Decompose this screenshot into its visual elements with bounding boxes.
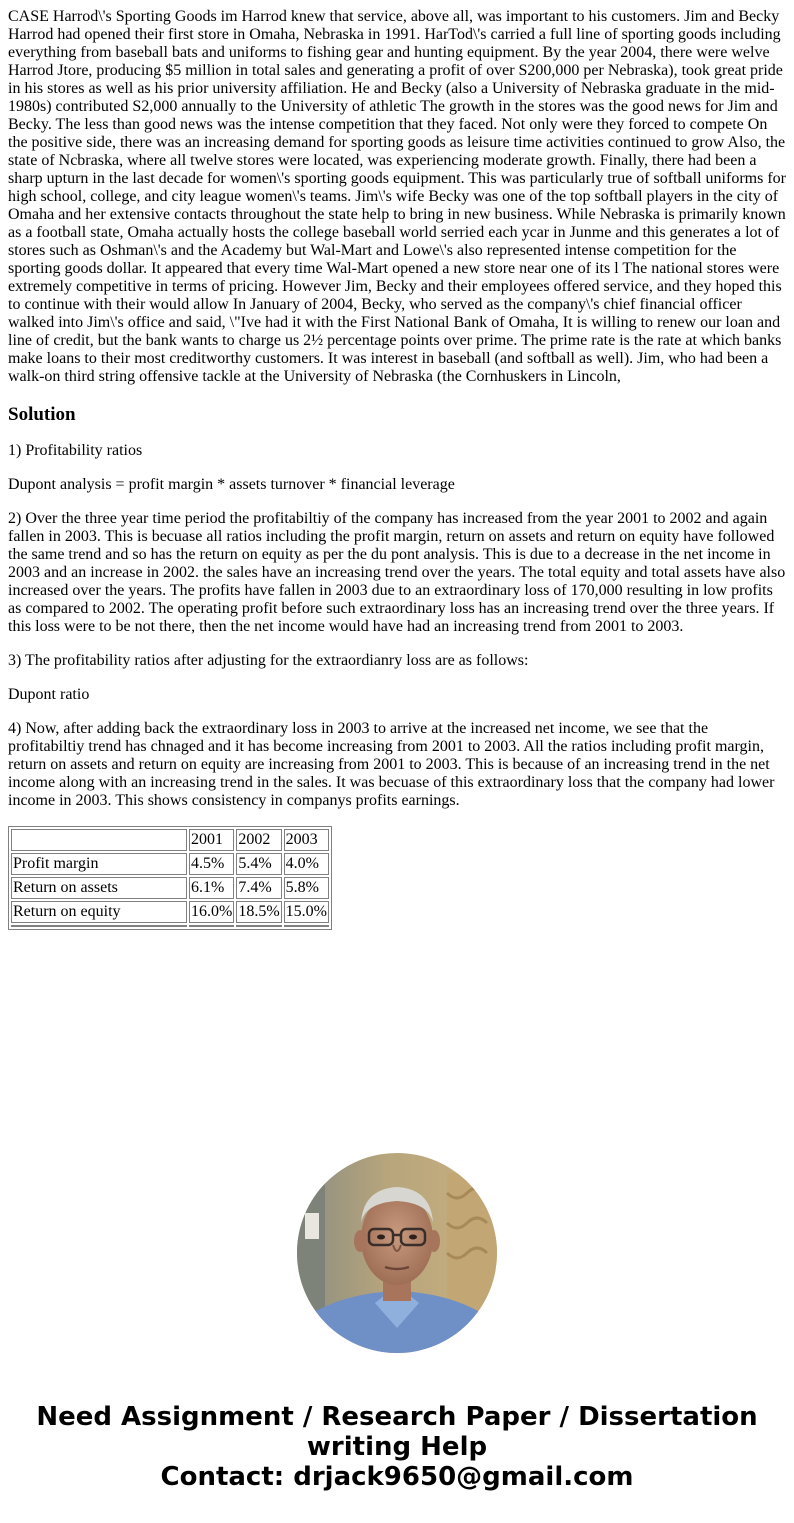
table-cell: 7.4% xyxy=(236,877,281,899)
table-empty-cell xyxy=(189,925,234,927)
table-row xyxy=(11,853,329,875)
solution-paragraph-6: 4) Now, after adding back the extraordinary loss in 2003 to arrive at the increased net income, we see that the profitabiltiy trend has chnaged and it has become increasing from 2001 to 2003. All the ratios including profit margin, return on assets and return on equity are increasing from 2001 to 2003. This is because of an increasing trend in the net income along with an increasing trend in the sales. It was becuase of this extraordinary loss that the company had lower income in 2003. This shows consistency in companys profits earnings. xyxy=(8,720,775,809)
table-header-cell: 2003 xyxy=(284,829,329,851)
ratios-table xyxy=(8,826,332,930)
table-empty-row xyxy=(11,925,329,927)
table-empty-cell xyxy=(236,925,281,927)
solution-paragraph-4: 3) The profitability ratios after adjusting for the extraordianry loss are as follows: xyxy=(8,652,529,669)
banner-line-2: writing Help xyxy=(306,1432,488,1462)
table-row xyxy=(11,877,329,899)
table-header-cell: 2001 xyxy=(189,829,234,851)
table-empty-cell xyxy=(284,925,329,927)
case-study-text: CASE Harrod\'s Sporting Goods im Harrod knew that service, above all, was important to his customers. Jim and Becky Harrod had opened their first store in Omaha, Nebraska in 1991. HarTod\'s carried a full line of sporting goods including everything from baseball bats and uniforms to fishing gear and hunting equipment. By the year 2004, there were welve Harrod Jtore, producing $5 million in total sales and generating a profit of over S200,000 per Nebraska), took great pride in his stores as well as his prior university affiliation. He and Becky (also a University of Nebraska graduate in the mid-1980s) contributed S2,000 annually to the University of athletic The growth in the stores was the good news for Jim and Becky. The less than good news was the intense competition that they faced. Not only were they forced to compete On the positive side, there was an increasing demand for sporting goods as leisure time activities continued to grow Also, the state of Ncbraska, where all twelve stores were located, was experiencing moderate growth. Finally, there had been a sharp upturn in the last decade for women\'s sporting goods equipment. This was particularly true of softball uniforms for high school, college, and city league women\'s teams. Jim\'s wife Becky was one of the top softball players in the city of Omaha and her extensive contacts throughout the state help to bring in new business. While Nebraska is primarily known as a football state, Omaha actually hosts the college baseball world serried each ycar in Junme and this generates a lot of stores such as Oshman\'s and the Academy but Wal-Mart and Lowe\'s also represented intense competition for the sporting goods dollar. It appeared that every time Wal-Mart opened a new store near one of its l The national stores were extremely competitive in terms of pricing. However Jim, Becky and their employees offered service, and they hoped this to continue with their would allow In January of 2004, Becky, who served as the company\'s chief financial officer walked into Jim\'s office and said, \"Ive had it with the First National Bank of Omaha, It is willing to renew our loan and line of credit, but the bank wants to charge us 2½ percentage points over prime. The prime rate is the rate at which banks make loans to their most creditworthy customers. It was interest in baseball (and softball as well). Jim, who had been a walk-on third string offensive tackle at the University of Nebraska (the Cornhuskers in Lincoln, xyxy=(8,8,786,385)
author-avatar xyxy=(297,1153,497,1353)
solution-paragraph-2: Dupont analysis = profit margin * assets turnover * financial leverage xyxy=(8,476,455,493)
table-row xyxy=(11,901,329,923)
document-body xyxy=(8,8,786,930)
table-cell-label: Return on assets xyxy=(11,877,187,899)
contact-banner xyxy=(0,1402,794,1492)
table-cell: 4.5% xyxy=(189,853,234,875)
table-cell: 6.1% xyxy=(189,877,234,899)
author-portrait-image xyxy=(297,1153,497,1353)
solution-paragraph-5: Dupont ratio xyxy=(8,686,90,703)
solution-paragraph-1: 1) Profitability ratios xyxy=(8,442,143,459)
table-header-cell xyxy=(11,829,187,851)
table-cell: 4.0% xyxy=(284,853,329,875)
table-cell: 18.5% xyxy=(236,901,281,923)
table-header-cell: 2002 xyxy=(236,829,281,851)
table-cell: 16.0% xyxy=(189,901,234,923)
table-cell-label: Return on equity xyxy=(11,901,187,923)
solution-paragraph-3: 2) Over the three year time period the profitabiltiy of the company has increased from the year 2001 to 2002 and again fallen in 2003. This is becuase all ratios including the profit margin, return on assets and return on equity have followed the same trend and so has the return on equity as per the du pont analysis. This is due to a decrease in the net income in 2003 and an increase in 2002. the sales have an increasing trend over the years. The total equity and total assets have also increased over the years. The profits have fallen in 2003 due to an extraordinary loss of 170,000 resulting in low profits as compared to 2002. The operating profit before such extraordinary loss has an increasing trend over the three years. If this loss were to be not there, then the net income would have had an increasing trend from 2001 to 2003. xyxy=(8,510,786,635)
table-cell-label: Profit margin xyxy=(11,853,187,875)
table-cell: 5.8% xyxy=(284,877,329,899)
table-empty-cell xyxy=(11,925,187,927)
table-header-row xyxy=(11,829,329,851)
solution-heading: Solution xyxy=(8,404,76,425)
banner-line-1: Need Assignment / Research Paper / Dissertation xyxy=(36,1402,758,1432)
banner-contact-line: Contact: drjack9650@gmail.com xyxy=(160,1462,634,1492)
table-cell: 15.0% xyxy=(284,901,329,923)
table-cell: 5.4% xyxy=(236,853,281,875)
